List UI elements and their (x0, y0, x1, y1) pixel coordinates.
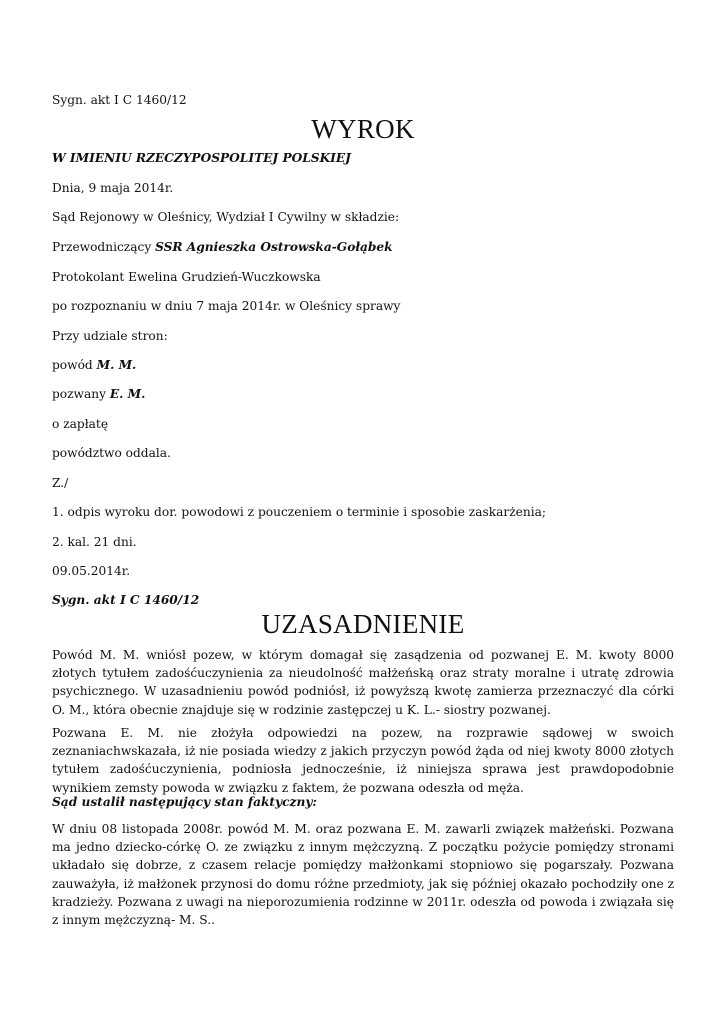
plaintiff-name: M. M. (96, 358, 137, 372)
verdict-title: WYROK (311, 114, 415, 144)
parties-intro: Przy udziale stron: (52, 329, 168, 343)
presiding-name: SSR Agnieszka Ostrowska-Gołąbek (155, 240, 393, 254)
order-date: 09.05.2014r. (52, 564, 131, 578)
orders-label: Z./ (52, 476, 69, 490)
defendant-name: E. M. (109, 387, 146, 401)
facts-heading: Sąd ustalił następujący stan faktyczny: (52, 795, 317, 809)
case-number: Sygn. akt I C 1460/12 (52, 93, 187, 107)
court-composition: Sąd Rejonowy w Oleśnicy, Wydział I Cywilny w składzie: (52, 210, 400, 224)
plaintiff-line (52, 358, 136, 373)
hearing-info: po rozpoznaniu w dniu 7 maja 2014r. w Oleśnicy sprawy (52, 299, 401, 313)
presiding-label: Przewodniczący (52, 240, 156, 254)
case-subject: o zapłatę (52, 417, 109, 431)
justification-title: UZASADNIENIE (261, 609, 465, 639)
defendant-label: pozwany (52, 387, 110, 401)
presiding-judge-line (52, 240, 393, 255)
justification-paragraph-2: Pozwana E. M. nie złożyła odpowiedzi na pozew, na rozprawie sądowej w swoich zeznaniachwskazała, iż nie posiada wiedzy z jakich przyczyn powód żąda od niej kwoty 8000 złotych tytułem zadośćuczynienia, podniosła jednocześnie, iż niniejsza sprawa jest prawdopodobnie wynikiem zemsty powoda w związku z faktem, że pozwana odeszła od męża. (52, 726, 674, 795)
order-2: 2. kal. 21 dni. (52, 535, 137, 549)
plaintiff-label: powód (52, 358, 97, 372)
order-1: 1. odpis wyroku dor. powodowi z pouczeniem o terminie i sposobie zaskarżenia; (52, 505, 546, 519)
verdict-subtitle: W IMIENIU RZECZYPOSPOLITEJ POLSKIEJ (52, 151, 351, 165)
justification-paragraph-3: W dniu 08 listopada 2008r. powód M. M. oraz pozwana E. M. zawarli związek małżeński. Pozwana ma jedno dziecko-córkę O. ze związku z innym mężczyzną. Z początku pożycie pomiędzy stronami układało się dobrze, z czasem relacje pomiędzy małżonkami stopniowo się pogarszały. Pozwana zauważyła, iż małżonek przynosi do domu różne przedmioty, jak się później okazało pochodziły one z kradzieży. Pozwana z uwagi na nieporozumienia rodzinne w 2011r. odeszła od powoda i związała się z innym mężczyzną- M. S.. (52, 822, 674, 928)
justification-paragraph-1: Powód M. M. wniósł pozew, w którym domagał się zasądzenia od pozwanej E. M. kwoty 8000 złotych tytułem zadośćuczynienia za nieudolność małżeńską oraz straty moralne i utratę zdrowia psychicznego. W uzasadnieniu powód podniósł, iż powyższą kwotę zamierza przeznaczyć dla córki O. M., która obecnie znajduje się w rodzinie zastępczej u K. L.- siostry pozwanej. (52, 648, 674, 717)
verdict-date: Dnia, 9 maja 2014r. (52, 181, 174, 195)
court-clerk: Protokolant Ewelina Grudzień-Wuczkowska (52, 270, 321, 284)
defendant-line (52, 387, 145, 402)
ruling: powództwo oddala. (52, 446, 171, 460)
justification-case-number: Sygn. akt I C 1460/12 (52, 593, 200, 607)
